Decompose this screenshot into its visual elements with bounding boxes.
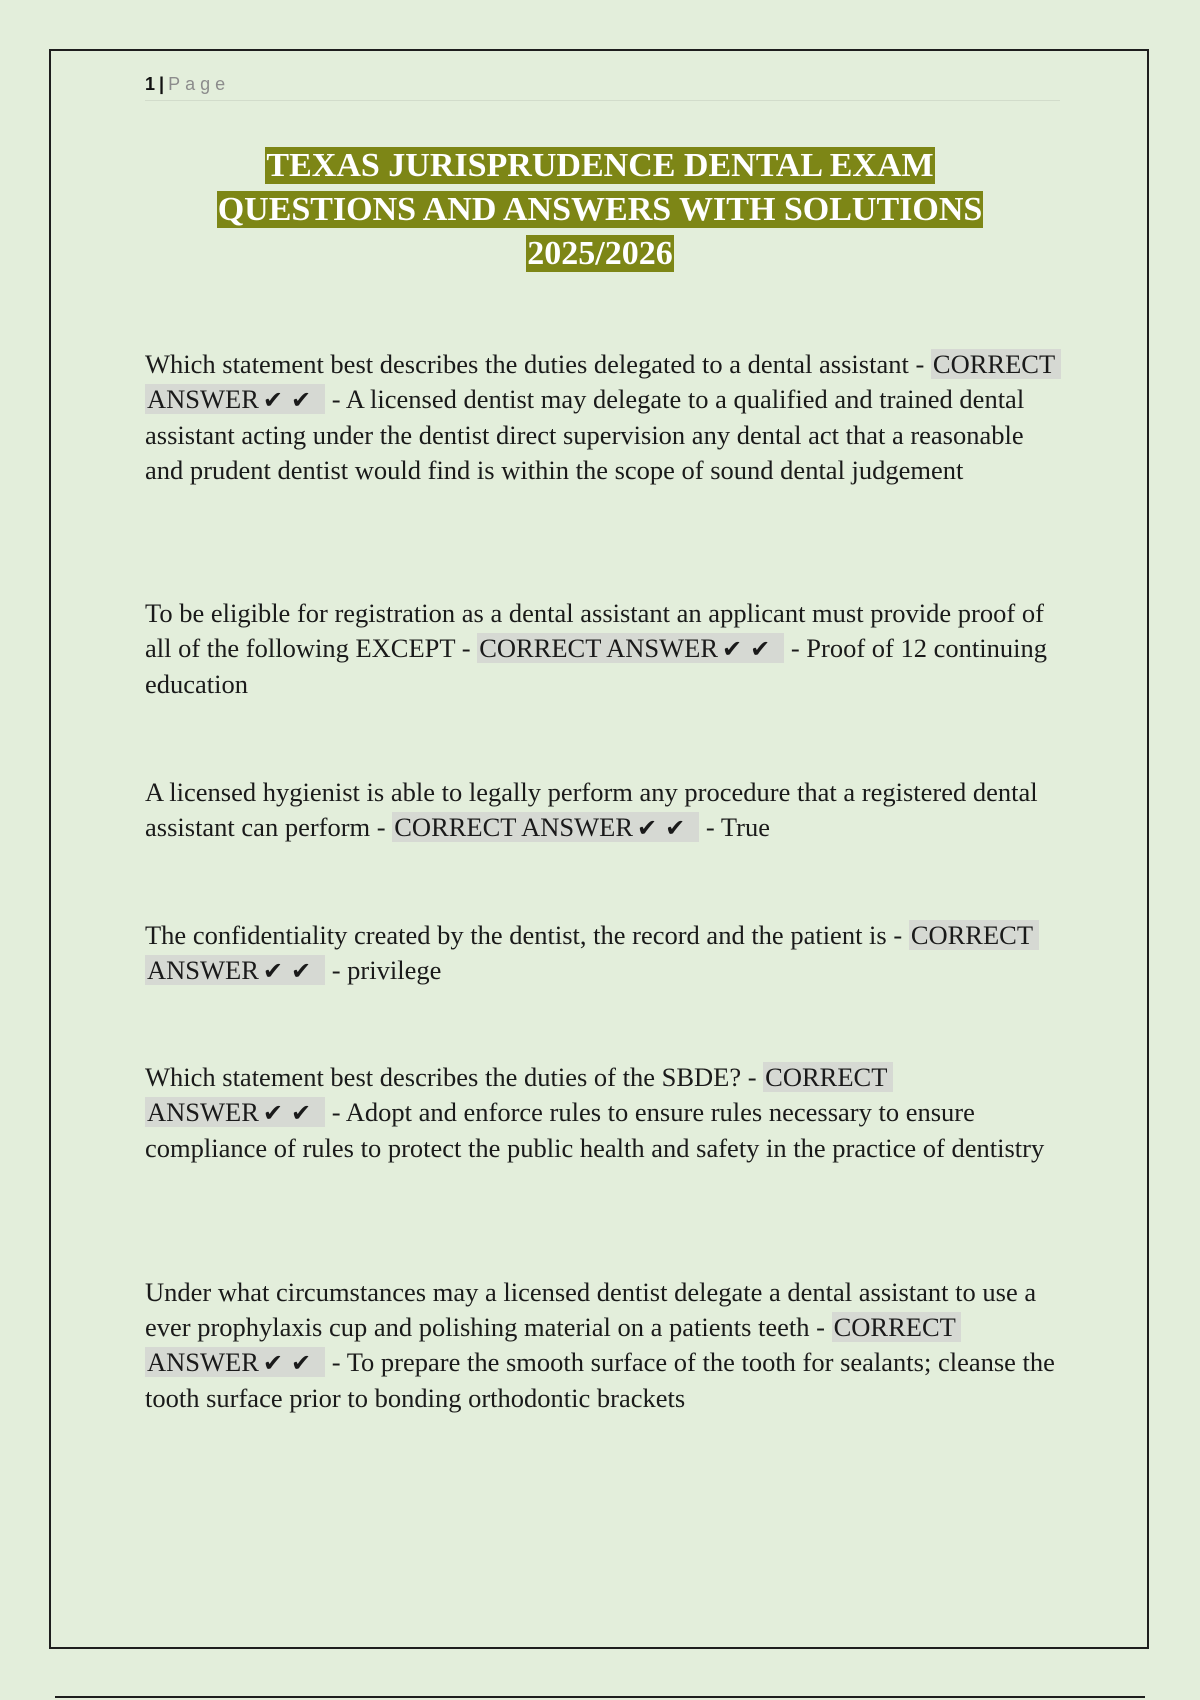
check-mark-icon: ✔✔ (637, 814, 694, 842)
question-text: Under what circumstances may a licensed dentist delegate a dental assistant to use a ever prophylaxis cup and polishing material on a patients teeth - (145, 1277, 1037, 1342)
answer-text: - privilege (331, 955, 442, 985)
question-text: Which statement best describes the duties of the SBDE? - (145, 1062, 757, 1092)
title-line-2: QUESTIONS AND ANSWERS WITH SOLUTIONS (217, 191, 983, 228)
title-line-3: 2025/2026 (527, 235, 673, 272)
document-title (145, 144, 1055, 276)
correct-answer-label: CORRECT ANSWER (394, 812, 634, 842)
bottom-divider (55, 1696, 1145, 1698)
check-mark-icon: ✔✔ (262, 386, 320, 414)
qa-item (145, 1275, 1065, 1416)
check-mark-icon: ✔✔ (262, 1099, 320, 1127)
correct-answer-badge (392, 812, 699, 842)
page-header (145, 70, 1060, 101)
qa-item (145, 347, 1065, 488)
page-separator: | (159, 74, 165, 94)
correct-answer-label: CORRECT ANSWER (147, 349, 1055, 414)
answer-text: - Adopt and enforce rules to ensure rules necessary to ensure compliance of rules to protect the public health and safety in the practice of dentistry (145, 1097, 1045, 1163)
correct-answer-badge (477, 633, 784, 663)
page-number: 1 (145, 74, 156, 94)
question-text: The confidentiality created by the dentist, the record and the patient is - (145, 920, 903, 950)
qa-item (145, 1060, 1065, 1166)
title-line-1: TEXAS JURISPRUDENCE DENTAL EXAM (266, 147, 934, 184)
qa-item (145, 918, 1065, 989)
question-text: A licensed hygienist is able to legally perform any procedure that a registered dental assistant can perform - (145, 777, 1038, 842)
correct-answer-label: CORRECT ANSWER (147, 1062, 887, 1127)
check-mark-icon: ✔✔ (262, 957, 320, 985)
correct-answer-label: CORRECT ANSWER (147, 1312, 956, 1377)
qa-item (145, 596, 1065, 702)
check-mark-icon: ✔✔ (262, 1349, 320, 1377)
answer-text: - To prepare the smooth surface of the tooth for sealants; cleanse the tooth surface prior to bonding orthodontic brackets (145, 1347, 1055, 1413)
correct-answer-label: CORRECT ANSWER (147, 920, 1033, 985)
answer-text: - True (705, 812, 770, 842)
answer-text: - A licensed dentist may delegate to a qualified and trained dental assistant acting under the dentist direct supervision any dental act that a reasonable and prudent dentist would find is within the scope of sound dental judgement (145, 384, 1025, 485)
question-text: To be eligible for registration as a dental assistant an applicant must provide proof of all of the following EXCEPT - (145, 598, 1044, 663)
answer-text: - Proof of 12 continuing education (145, 633, 1047, 699)
qa-item (145, 775, 1065, 846)
question-text: Which statement best describes the duties delegated to a dental assistant - (145, 349, 925, 379)
page-label: Page (168, 74, 231, 94)
check-mark-icon: ✔✔ (722, 635, 779, 663)
correct-answer-label: CORRECT ANSWER (479, 633, 718, 663)
